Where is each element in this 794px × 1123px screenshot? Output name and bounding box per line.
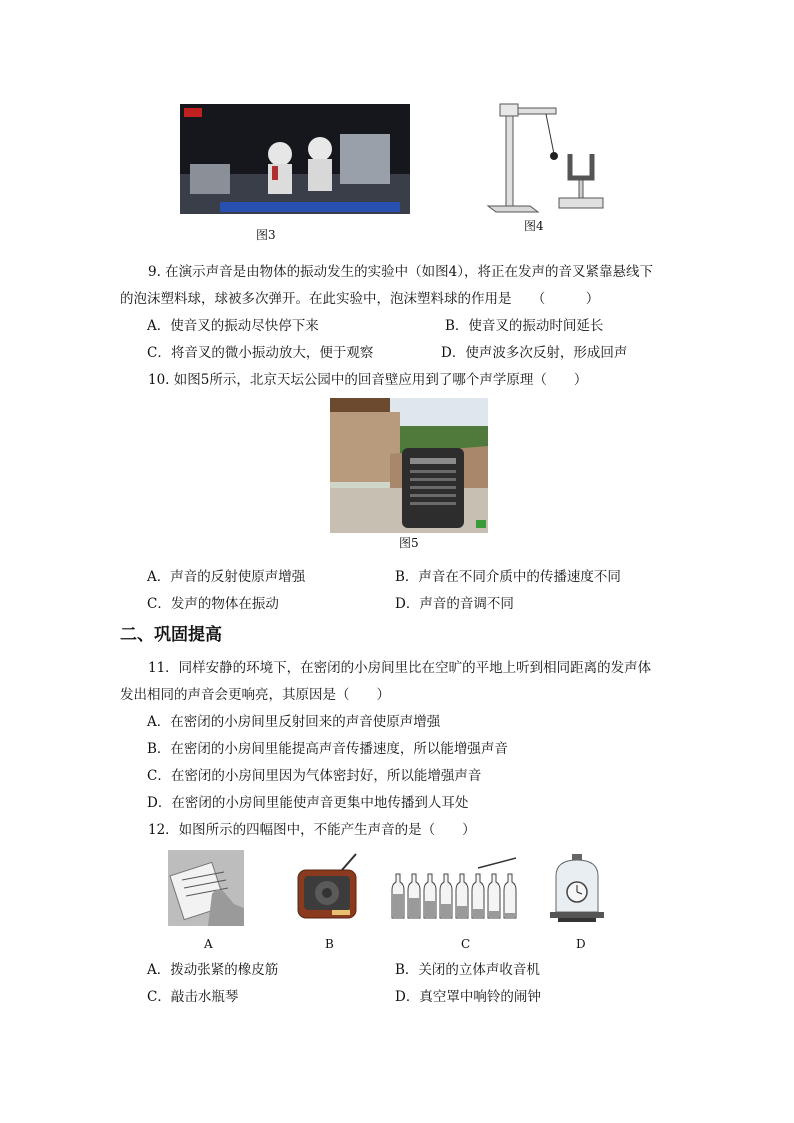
q12-picture-a-rubber-band <box>168 850 244 926</box>
figure-4-tuning-fork-diagram <box>484 98 614 218</box>
q11-option-b: B．在密闭的小房间里能提高声音传播速度，所以能增强声音 <box>147 741 508 757</box>
tv-logo <box>184 108 202 117</box>
q12-option-b: B．关闭的立体声收音机 <box>395 962 540 978</box>
q12-picture-b-radio <box>296 852 360 924</box>
q12-option-d: D．真空罩中响铃的闹钟 <box>395 989 541 1005</box>
q12-stem: 12．如图所示的四幅图中，不能产生声音的是（ ） <box>148 822 476 838</box>
q11-stem-line2: 发出相同的声音会更响亮，其原因是（ ） <box>120 687 390 703</box>
q10-option-d: D．声音的音调不同 <box>395 596 514 612</box>
q9-option-c: C．将音叉的微小振动放大，便于观察 <box>147 345 374 361</box>
q12-label-a: A <box>204 937 213 951</box>
q9-option-d: D．使声波多次反射，形成回声 <box>441 345 628 361</box>
q10-option-b: B．声音在不同介质中的传播速度不同 <box>395 569 621 585</box>
q11-stem-line1: 11．同样安静的环境下，在密闭的小房间里比在空旷的平地上听到相同距离的发声体 <box>148 660 652 676</box>
q12-label-c: C <box>461 937 471 951</box>
q12-picture-d-bell-jar <box>548 852 606 924</box>
figure-3-caption: 图3 <box>256 228 276 242</box>
q10-option-a: A．声音的反射使原声增强 <box>147 569 306 585</box>
q11-option-d: D．在密闭的小房间里能使声音更集中地传播到人耳处 <box>147 795 469 811</box>
figure-5-caption: 图5 <box>399 536 419 550</box>
q12-option-c: C．敲击水瓶琴 <box>147 989 239 1005</box>
figure-4-caption: 图4 <box>524 219 544 233</box>
q12-label-d: D <box>576 937 586 951</box>
figure-3-image <box>180 104 410 214</box>
tv-subtitle-bar <box>220 202 400 212</box>
q9-stem-line1: 9. 在演示声音是由物体的振动发生的实验中（如图4），将正在发声的音叉紧靠悬线下 <box>148 264 654 280</box>
q9-option-a: A．使音叉的振动尽快停下来 <box>147 318 319 334</box>
q9-option-b: B．使音叉的振动时间延长 <box>445 318 604 334</box>
q10-option-c: C．发声的物体在振动 <box>147 596 279 612</box>
section-2-heading: 二、巩固提高 <box>120 625 222 645</box>
q9-stem-line2: 的泡沫塑料球，球被多次弹开。在此实验中，泡沫塑料球的作用是 （ ） <box>120 291 600 307</box>
q10-stem: 10. 如图5所示，北京天坛公园中的回音壁应用到了哪个声学原理（ ） <box>148 372 588 388</box>
q11-option-a: A．在密闭的小房间里反射回来的声音使原声增强 <box>147 714 441 730</box>
astronaut-picture <box>180 104 410 214</box>
figure-5-image <box>330 398 488 533</box>
q12-label-b: B <box>325 937 334 951</box>
q12-picture-c-bottles <box>388 856 518 922</box>
echo-wall-picture <box>330 398 488 533</box>
q11-option-c: C．在密闭的小房间里因为气体密封好，所以能增强声音 <box>147 768 482 784</box>
q12-option-a: A．拨动张紧的橡皮筋 <box>147 962 279 978</box>
